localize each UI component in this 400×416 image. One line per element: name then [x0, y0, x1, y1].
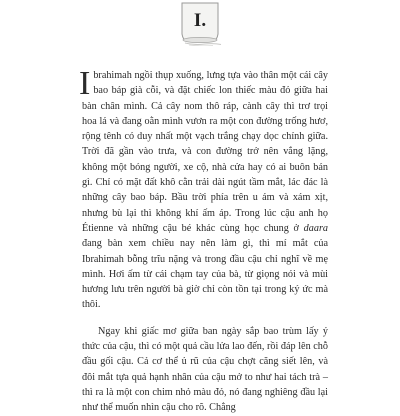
paragraph-text: đang bàn xem chiều nay nên làm gì, thì mí mắt của Ibrahimah bỗng trĩu nặng và trong đầu cậu chỉ nghĩ về mẹ mình. Hơi ấm từ cái chạm tay của bà, từ giọng nói và mùi hương lưu trên người bà giờ chỉ còn tồn tại trong ký ức mà thôi. — [82, 238, 328, 311]
paragraph — [79, 65, 328, 313]
paragraph-text: brahimah ngồi thụp xuống, lưng tựa vào thân một cái cây bao báp già cỗi, và đặt chiếc lon thiếc màu đỏ giữa hai bàn chân mình. Cả cây nom thô ráp, cành cây thì trơ trọi hoa lá và đang oằn mình vươn ra một con đường trống hươ, rộng tênh có duy nhất một vạch trắng chạy dọc chính giữa. Trời đã gần vào trưa, và con đường trở nên vắng lặng, không một bóng người, xe cộ, nhà cửa hay có ai buôn bán gì. Chỉ có mặt đất khô cằn trải dài ngút tầm mắt, lác đác là những cây bao báp. Bầu trời phía trên u ám và xám xịt, nhưng bù lại thì không khí ấm áp. Trong lúc cậu anh họ Étienne và những cậu bé khác cùng học chung ở — [82, 70, 328, 234]
chapter-body — [79, 65, 328, 416]
paragraph: Ngay khi giấc mơ giữa ban ngày sắp bao trùm lấy ý thức của cậu, thì có một quả cầu lửa lao đến, rồi đáp lên chỗ đầu gối cậu. Cả cơ thể ủ rũ của cậu chợt căng siết lên, và đôi mắt tựa quả hạnh nhân của cậu mở to như hai tách trà – thì ra là một con chim nhỏ màu đỏ, nó đang nghiêng đầu lại như thể muốn nhìn cậu cho rõ. Chẳng — [82, 325, 328, 414]
italic-term: daara — [303, 222, 328, 234]
chapter-number-badge — [181, 2, 223, 46]
drop-cap: I — [79, 65, 91, 102]
chapter-numeral: I. — [193, 10, 207, 31]
